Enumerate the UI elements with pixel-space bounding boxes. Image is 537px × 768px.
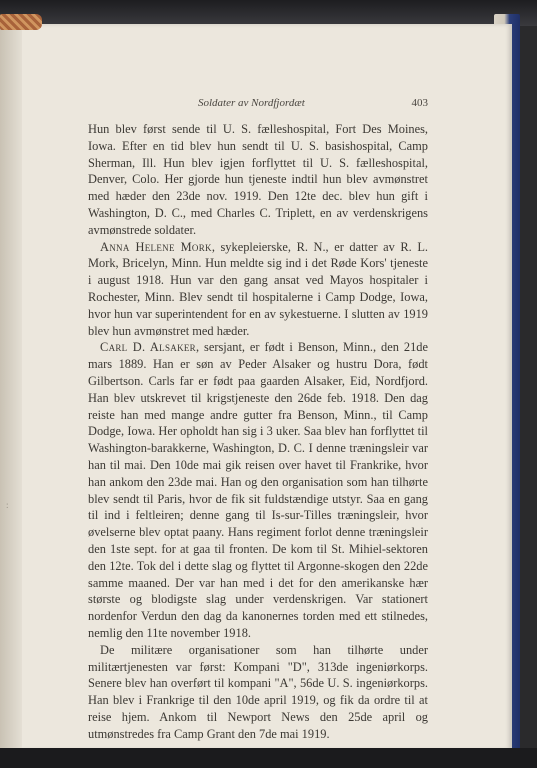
page-number: 403 xyxy=(411,97,428,109)
person-name: Carl D. Alsaker xyxy=(100,340,196,355)
page-body xyxy=(88,121,428,742)
paragraph-text: , sykepleierske, R. N., er datter av R. L. Mork, Bricelyn, Minn. Hun meldte sig ind i det Røde Kors' tjeneste i august 1918. Hun var den gang ansat ved Mayos hospitaler i Rochester, Minn. Blev sendt til hospitalerne i Camp Dodge, Iowa, hvor hun var superintendent for en av sykestuerne. I slutten av 1919 blev hun avmønstret med hæder. xyxy=(88,239,428,338)
bookmark-cord xyxy=(0,14,42,30)
paragraph-text: , sersjant, er født i Benson, Minn., den 21de mars 1889. Han er søn av Peder Alsaker og hustru Dora, født Gilbertson. Carls far er født paa gaarden Alsaker, Eid, Nordfjord. Han blev utskrevet til krigstjeneste den 26de feb. 1918. Den dag reiste han med mange andre gutter fra Benson, Minn., til Camp Dodge, Iowa. Her opholdt han sig i 3 uker. Saa blev han forflyttet til Washington-barakkerne, Washington, D. C. I denne træningsleir var han til mai. Den 10de mai gik reisen over havet til Frankrike, hvor han ankom den 23de mai. Han og den organisation som han tilhørte blev sendt til Paris, hvor de fik sit fuldstændige utstyr. Saa en gang til ind i feltleiren; denne gang til Is-sur-Tilles træningsleir, hvor øvelserne blev optat paany. Hans regiment forlot denne træningsleir den 1ste sept. for at gaa til fronten. De kom til St. Mihiel-sektoren den 12te. Tok del i dette slag og flyttet til Argonne-skogen den 22de samme maaned. Der var han med i det for den amerikanske hær største og blodigste slag under verdenskrigen. Var stationert nordenfor Verdun den dag da kanonernes torden med ett stilnedes, nemlig den 11te november 1918. xyxy=(88,340,428,640)
background-top xyxy=(0,0,537,26)
paragraph xyxy=(88,121,428,239)
paragraph-text: De militære organisationer som han tilhørte under militærtjenesten var først: Kompani "D", 313de ingeniørkorps. Senere blev han overført til kompani "A", 56de U. S. ingeniørkorps. Han blev i Frankrige til den 10de april 1919, og fik da ordre til at reise hjem. Ankom til Newport News den 25de april og utmønstredes fra Camp Grant den 7de mai 1919. xyxy=(88,642,428,741)
paragraph xyxy=(88,642,428,743)
person-name: Anna Helene Mork xyxy=(100,239,212,254)
background-bottom xyxy=(0,748,537,768)
paragraph xyxy=(88,239,428,340)
paragraph-text: Hun blev først sende til U. S. fælleshospital, Fort Des Moines, Iowa. Efter en tid blev hun sendt til U. S. basishospital, Camp Sherman, Ill. Hun blev igjen forflyttet til U. S. fælleshospital, Denver, Colo. Her gjorde hun tjeneste indtil hun blev avmønstret med hæder den 23de nov. 1919. Den 12te dec. blev hun gift i Washington, D. C., med Charles C. Triplett, en av verdenskrigens avmønstrede soldater. xyxy=(88,122,428,237)
page-gutter xyxy=(0,24,22,750)
running-head-title: Soldater av Nordfjordæt xyxy=(198,97,305,109)
paragraph xyxy=(88,339,428,641)
margin-mark: : xyxy=(6,500,9,510)
